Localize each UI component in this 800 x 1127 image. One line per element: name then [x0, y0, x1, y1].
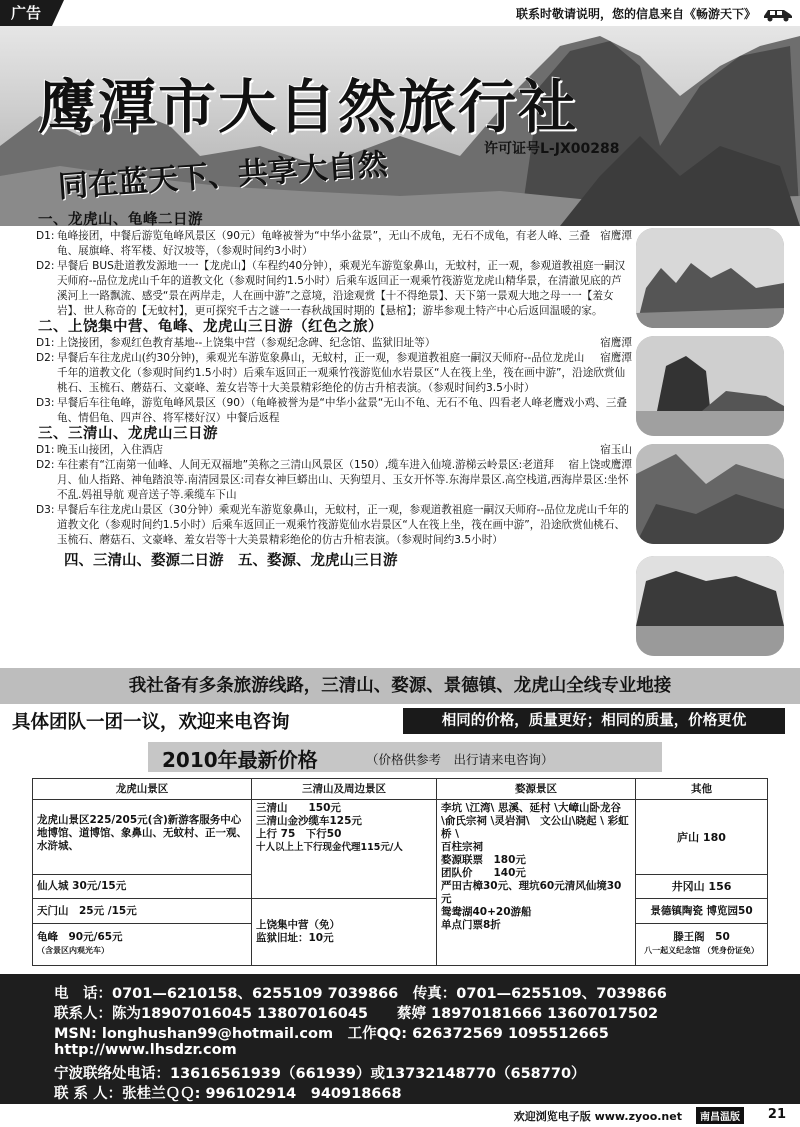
route-1-title: 一、龙虎山、龟峰二日游: [38, 212, 203, 228]
scenic-photo-1: [636, 228, 784, 328]
tengwang-cell: 滕王阁 50 八一起义纪念馆 （凭身份证免）: [636, 923, 768, 965]
msn-qq-line: MSN: longhushan99@hotmail.com 工作QQ: 626372569 1095512665: [54, 1026, 609, 1042]
ningbo-office-line: 宁波联络处电话：13616561939（661939）或13732148770（658770）: [54, 1066, 586, 1082]
route-3-day-2: [36, 458, 632, 503]
quality-slogan-box: 相同的价格，质量更好；相同的质量，价格更优: [403, 708, 785, 734]
xianren-cell: 仙人城 30元/15元: [33, 875, 252, 899]
scenic-photo-4: [636, 556, 784, 656]
route-2-day-1: [36, 336, 632, 351]
jinggang-cell: 井冈山 156: [636, 875, 768, 899]
route-2-day-3: [36, 396, 632, 426]
price-title: 2010年最新价格: [162, 748, 318, 772]
column-header-wuyuan: 婺源景区: [437, 779, 636, 800]
page-number: 21: [767, 1107, 786, 1122]
license-number: 许可证号L-JX00288: [484, 141, 620, 157]
overnight-location: 宿鹰潭: [600, 337, 632, 349]
route-4-5-title: 四、三清山、婺源二日游 五、婺源、龙虎山三日游: [64, 553, 398, 569]
price-note: （价格供参考 出行请来电咨询）: [366, 752, 554, 767]
day-label: D3:: [36, 504, 55, 516]
jingdezhen-cell: 景德镇陶瓷 博览园50: [636, 899, 768, 923]
route-2-title: 二、上饶集中营、龟峰、龙虎山三日游（红色之旅）: [38, 319, 383, 335]
route-1-day-1: [36, 229, 632, 259]
hero-slogan: 同在蓝天下、共享大自然: [57, 147, 389, 205]
contact-block: [0, 974, 800, 1104]
day-description: 早餐后车往龙虎山景区（30分钟）乘观光车游览象鼻山，无蚊村，正一观，参观道教祖庭一嗣汉天师府--品位龙虎山千年的道教文化（参观时间约1.5小时）后乘车返回正一观乘竹筏游览仙水岩景区“人在筏上坐，筏在画中游”，沿途欣赏仙桃石、玉梳石、蘑菇石、文豪峰、羞女岩等十大美景精彩绝伦的仿古升棺表演。（参观时间约3.5小时）: [57, 504, 629, 546]
day-description: 车往素有“江南第一仙峰、人间无双福地”美称之三清山风景区（150）,缆车进入仙境.游梯云岭景区:老道拜月、仙人指路、神龟踏浪等.南清园景区:司春女神巨蟒出山、天狗望月、玉女开怀等.东海岸景区.高空栈道,西海岸景区:坐怀不乱.妈祖导航 观音送子等.乘缆车下山: [57, 459, 629, 501]
price-header: [148, 742, 662, 772]
column-header-other: 其他: [636, 779, 768, 800]
day-label: D1:: [36, 444, 55, 456]
footer-strip: [0, 1104, 800, 1127]
scenic-photo-2: [636, 336, 784, 436]
source-notice: 联系时敬请说明，您的信息来自《畅游天下》: [515, 7, 756, 21]
day-label: D3:: [36, 397, 55, 409]
day-label: D2:: [36, 352, 55, 364]
edition-badge: 南昌温版: [696, 1107, 744, 1124]
overnight-location: 宿玉山: [600, 444, 632, 456]
longhu-main-cell: 龙虎山景区225/205元(含)新游客服务中心地博馆、道博馆、象鼻山、无蚊村、正一观、水浒城、: [33, 800, 252, 875]
tianmen-cell: 天门山 25元 /15元: [33, 899, 252, 923]
itinerary-section: [36, 212, 632, 569]
day-description: 早餐后车往龙虎山(约30分钟)，乘观光车游览象鼻山，无蚊村，正一观，参观道教祖庭一嗣汉天师府--品位龙虎山千年的道教文化（参观时间约1.5小时）后乘车返回正一观乘竹筏游览仙水岩景区“人在筏上坐，筏在画中游”，沿途欣赏仙桃石、玉梳石、蘑菇石、文豪峰、羞女岩等十大美景精彩绝伦的仿古升棺表演。（参观时间约3.5小时）: [57, 352, 626, 394]
overnight-location: 宿鹰潭: [600, 230, 632, 242]
day-description: 早餐后车往龟峰，游览龟峰风景区（90）（龟峰被誉为是“中华小盆景“无山不龟、无石不龟、四看老人峰老鹰戏小鸡、三叠龟、情侣龟、四声谷、将军楼好汉）中餐后返程: [57, 397, 628, 424]
day-description: 上饶接团，参观红色教育基地--上饶集中营（参观纪念碑、纪念馆、监狱旧址等）: [57, 337, 436, 349]
route-3-day-3: [36, 503, 632, 548]
footer-website-text: 欢迎浏览电子版 www.zyoo.net: [513, 1110, 682, 1123]
day-label: D2:: [36, 260, 55, 272]
shangrao-cell: 上饶集中营（免） 监狱旧址：10元: [252, 899, 437, 966]
website-link[interactable]: http://www.lhsdzr.com: [54, 1042, 237, 1058]
guifeng-cell: 龟峰 90元/65元 （含景区内观光车）: [33, 923, 252, 965]
day-description: 早餐后 BUS赴道教发源地一一【龙虎山】（车程约40分钟），乘观光车游览象鼻山，无蚊村，正一观，参观道教祖庭一嗣汉天师府--品位龙虎山千年的道教文化（参观时间约1.5小时）后乘车返回正一观乘竹筏游览龙虎山精华景，在清澈见底的芦溪河上一路飘流、感受“景在两岸走，人在画中游”之意境，沿途观赏【十不得绝景】、天下第一景观大地之母一一【羞女岩】、世人称奇的【无蚊村】，更可探究千古之谜一一春秋战国时期的【悬棺】；游毕参观土特产中心后返回温暖的家。: [57, 260, 626, 317]
price-table: [32, 778, 768, 966]
overnight-location: 宿鹰潭: [600, 352, 632, 364]
route-2-day-2: [36, 351, 632, 396]
day-label: D1:: [36, 337, 55, 349]
day-description: 龟峰接团，中餐后游览龟峰风景区（90元）龟峰被誉为“中华小盆景”，无山不成龟，无石不成龟，有老人峰、三叠龟、展旗峰、将军楼、好汉坡等，（参观时间约3小时）: [57, 230, 590, 257]
ad-tag: 广告: [0, 0, 52, 26]
sanqing-price-cell: 三清山 150元 三清山金沙缆车125元 上行 75 下行50 十人以上上下行现金代理115元/人: [252, 800, 437, 899]
day-label: D2:: [36, 459, 55, 471]
scenic-photo-3: [636, 444, 784, 544]
column-header-sanqing: 三清山及周边景区: [252, 779, 437, 800]
overnight-location: 宿上饶或鹰潭: [568, 459, 632, 471]
lushan-cell: 庐山 180: [636, 800, 768, 875]
car-icon: [762, 4, 794, 22]
column-header-longhu: 龙虎山景区: [33, 779, 252, 800]
agency-title: 鹰潭市大自然旅行社: [38, 73, 579, 141]
phone-fax-line: 电 话：0701—6210158、6255109 7039866 传真：0701—6255109、7039866: [54, 986, 667, 1002]
group-consult-line: 具体团队一团一议，欢迎来电咨询: [12, 712, 290, 733]
contact-persons-line: 联系人：陈为18907016045 13807016045 蔡婷 18970181666 13607017502: [54, 1006, 659, 1022]
day-description: 晚玉山接团，入住酒店: [57, 444, 163, 456]
wuyuan-price-cell: 李坑 \江湾\ 思溪、延村 \大嶂山卧龙谷 \俞氏宗祠 \灵岩洞\ 文公山\晓起 \ 彩虹桥 \ 百柱宗祠 婺源联票 180元 团队价 140元 严田古樟30元、理坑60元清风仙境30元 鸳鸯湖40+20游船 单点门票8折: [437, 800, 636, 966]
route-3-day-1: [36, 443, 632, 458]
ningbo-contact-line: 联 系 人：张桂兰ＱＱ: 996102914 940918668: [54, 1086, 402, 1102]
day-label: D1:: [36, 230, 55, 242]
route-3-title: 三、三清山、龙虎山三日游: [38, 426, 218, 442]
route-1-day-2: [36, 259, 632, 319]
service-banner: 我社备有多条旅游线路，三清山、婺源、景德镇、龙虎山全线专业地接: [0, 668, 800, 704]
